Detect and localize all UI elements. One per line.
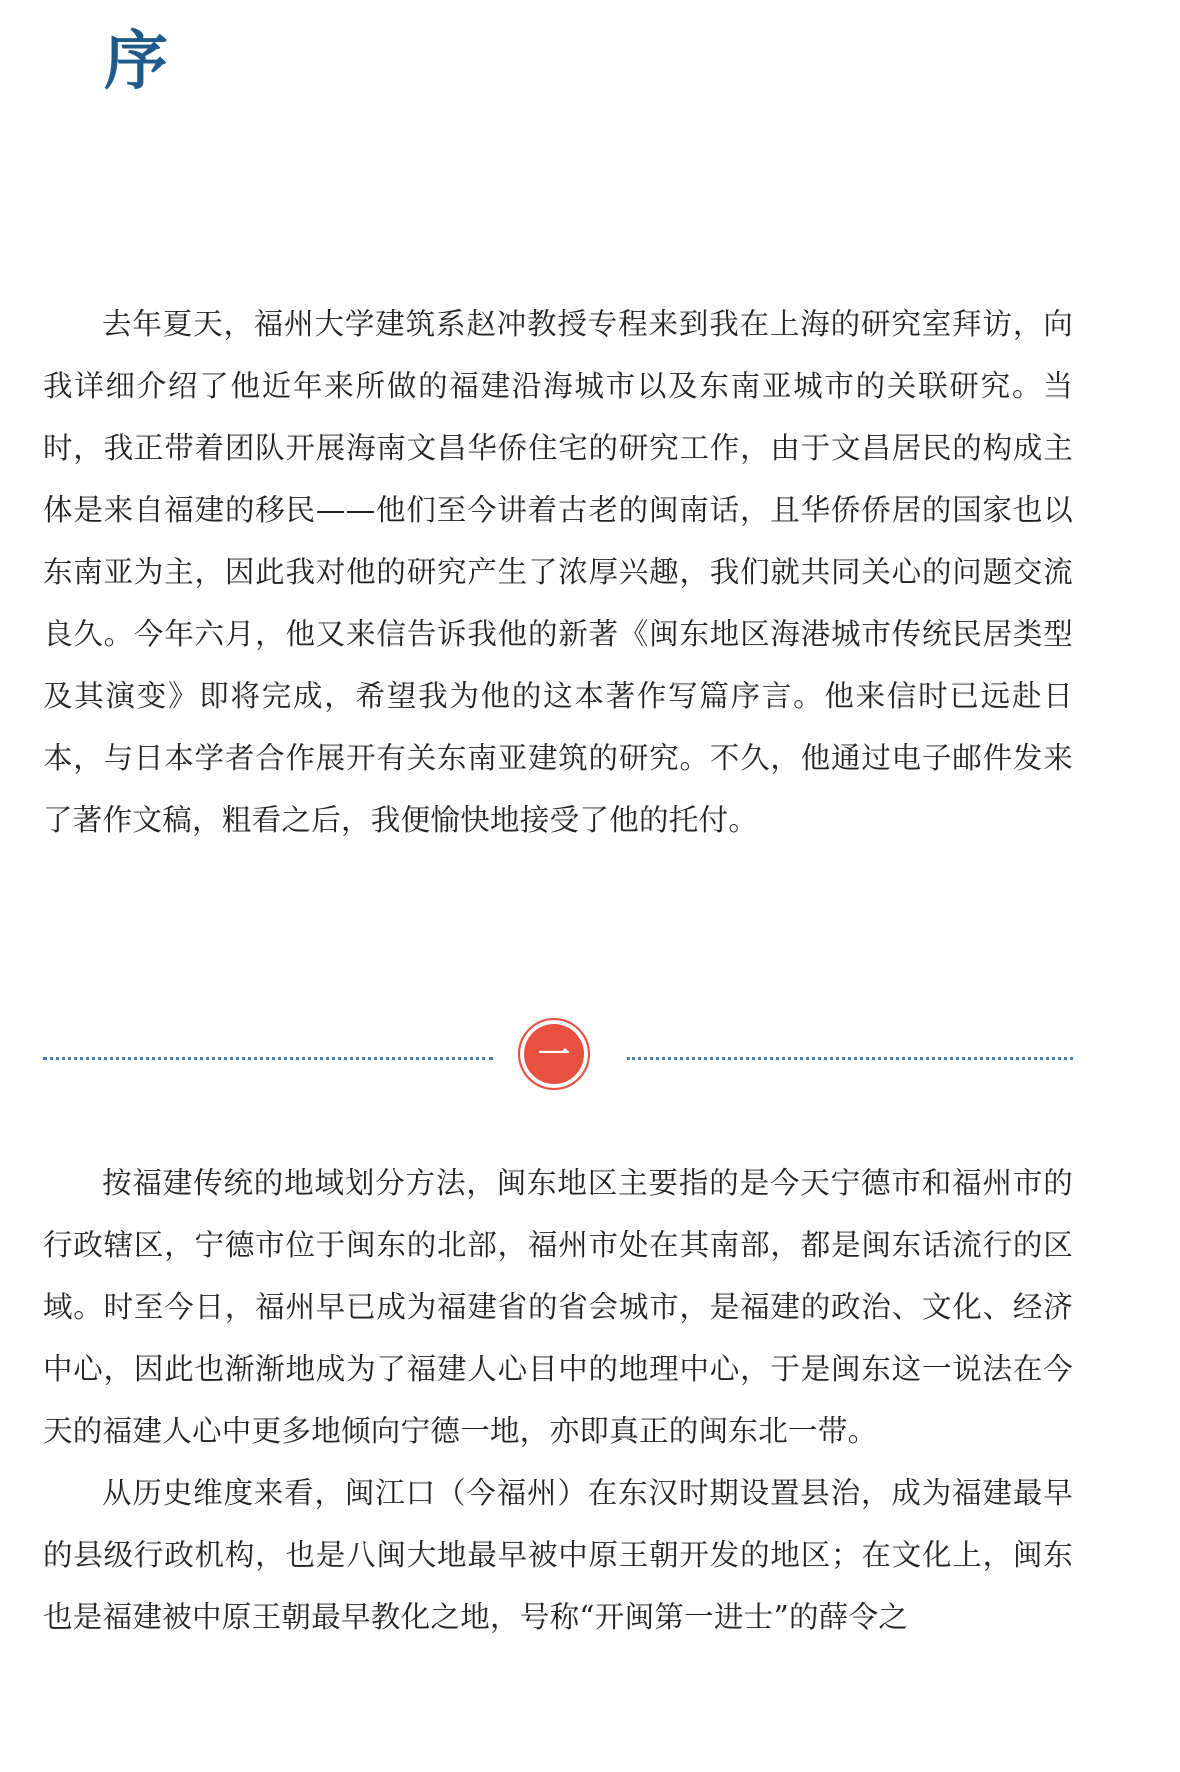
body-paragraph: 按福建传统的地域划分方法，闽东地区主要指的是今天宁德市和福州市的行政辖区，宁德市位于闽东的北部，福州市处在其南部，都是闽东话流行的区域。时至今日，福州早已成为福建省的省会城市，是福建的政治、文化、经济中心，因此也渐渐地成为了福建人心目中的地理中心，于是闽东这一说法在今天的福建人心中更多地倾向宁德一地，亦即真正的闽东北一带。 [43,1166,1073,1448]
section-one-body [43,1152,1073,1648]
section-divider [43,1018,1073,1098]
intro-section [43,293,1073,851]
intro-paragraph: 去年夏天，福州大学建筑系赵冲教授专程来到我在上海的研究室拜访，向我详细介绍了他近年来所做的福建沿海城市以及东南亚城市的关联研究。当时，我正带着团队开展海南文昌华侨住宅的研究工作，由于文昌居民的构成主体是来自福建的移民——他们至今讲着古老的闽南话，且华侨侨居的国家也以东南亚为主，因此我对他的研究产生了浓厚兴趣，我们就共同关心的问题交流良久。今年六月，他又来信告诉我他的新著《闽东地区海港城市传统民居类型及其演变》即将完成，希望我为他的这本著作写篇序言。他来信时已远赴日本，与日本学者合作展开有关东南亚建筑的研究。不久，他通过电子邮件发来了著作文稿，粗看之后，我便愉快地接受了他的托付。 [43,307,1073,837]
divider-dotted-line-right [627,1057,1073,1060]
page-title: 序 [104,25,168,99]
section-number-badge: 一 [518,1018,590,1090]
divider-dotted-line-left [43,1057,493,1060]
body-paragraph: 从历史维度来看，闽江口（今福州）在东汉时期设置县治，成为福建最早的县级行政机构，也是八闽大地最早被中原王朝开发的地区；在文化上，闽东也是福建被中原王朝最早教化之地，号称“开闽第一进士”的薛令之 [43,1476,1073,1634]
